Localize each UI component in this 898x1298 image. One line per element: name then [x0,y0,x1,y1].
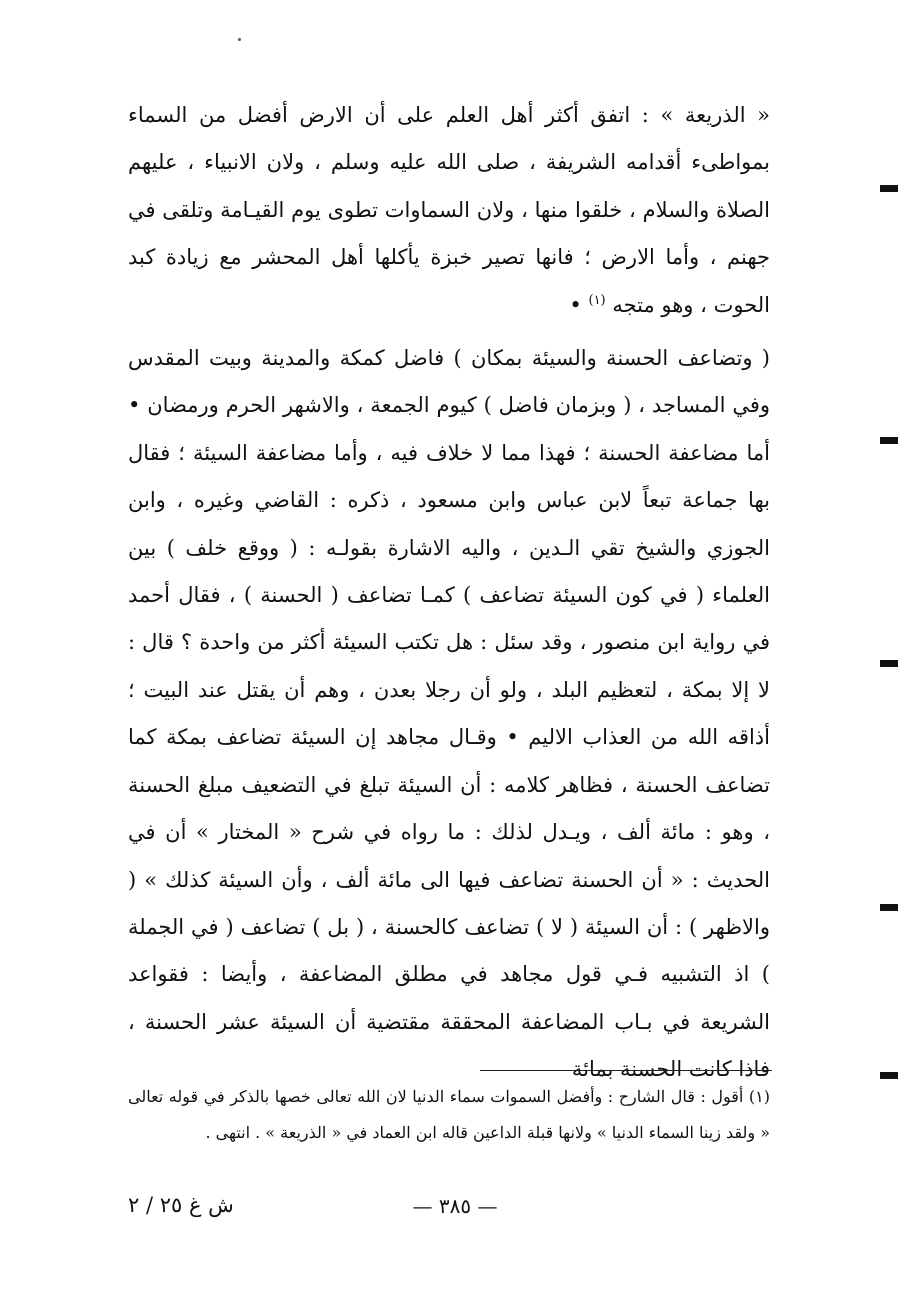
footnote-separator [480,1070,772,1071]
footnote-reference: (١) [588,292,606,308]
paragraph-2: ( وتضاعف الحسنة والسيئة بمكان ) فاضل كمكة والمدينة وبيت المقدس وفي المساجد ، ( وبزمان فاضل ) كيوم الجمعة ، والاشهر الحرم ورمضان • أما مضاعفة الحسنة ؛ فهذا مما لا خلاف فيه ، وأما مضاعفة السيئة ؛ فقال بها جماعة تبعاً لابن عباس وابن مسعود ، ذكره : القاضي وغيره ، وابن الجوزي والشيخ تقي الـدين ، واليه الاشارة بقولـه : ( ووقع خلف ) بين العلماء ( في كون السيئة تضاعف ) كمـا تضاعف ( الحسنة ) ، فقال أحمد في رواية ابن منصور ، وقد سئل : هل تكتب السيئة أكثر من واحدة ؟ قال : لا إلا بمكة ، لتعظيم البلد ، ولو أن رجلا بعدن ، وهم أن يقتل عند البيت ؛ أذاقه الله من العذاب الاليم • وقـال مجاهد إن السيئة تضاعف بمكة كما تضاعف الحسنة ، فظاهر كلامه : أن السيئة تبلغ في التضعيف مبلغ الحسنة ، وهو : مائة ألف ، ويـدل لذلك : ما رواه في شرح « المختار » أن في الحديث : « أن الحسنة تضاعف فيها الى مائة ألف ، وأن السيئة كذلك » ( والاظهر ) : أن السيئة ( لا ) تضاعف كالحسنة ، ( بل ) تضاعف ( في الجملة ) اذ التشبيه فـي قول مجاهد في مطلق المضاعفة ، وأيضا : فقواعد الشريعة في بـاب المضاعفة المحققة مقتضية أن السيئة عشر الحسنة ، فاذا كانت الحسنة بمائة [128,346,770,1082]
edge-mark-3 [880,660,898,667]
main-text-block [128,92,770,1094]
edge-mark-5 [880,1072,898,1079]
scan-speck [238,38,241,41]
edge-mark-4 [880,904,898,911]
edge-mark-2 [880,437,898,444]
footnote-block [128,1079,770,1150]
paragraph-1 [128,92,770,329]
paragraph-1-end: • [569,292,589,317]
edge-mark-1 [880,185,898,192]
footnote-text: (١) أقول : قال الشارح : وأفضل السموات سماء الدنيا لان الله تعالى خصها بالذكر في قوله تعالى « ولقد زينا السماء الدنيا » ولانها قبلة الداعين قاله ابن العماد في « الذريعة » . انتهى . [128,1087,770,1142]
paragraph-1-text: « الذريعة » : اتفق أكثر أهل العلم على أن الارض أفضل من السماء بمواطىء أقدامه الشريفة ، صلى الله عليه وسلم ، ولان الانبياء ، عليهم الصلاة والسلام ، خلقوا منها ، ولان السماوات تطوى يوم القيـامة وتلقى في جهنم ، وأما الارض ؛ فانها تصير خبزة يأكلها أهل المحشر مع زيادة كبد الحوت ، وهو متجه [128,103,770,317]
signature-mark: ش غ ٢٥ / ٢ [128,1193,234,1217]
page-number: — ٣٨٥ — [412,1194,498,1218]
